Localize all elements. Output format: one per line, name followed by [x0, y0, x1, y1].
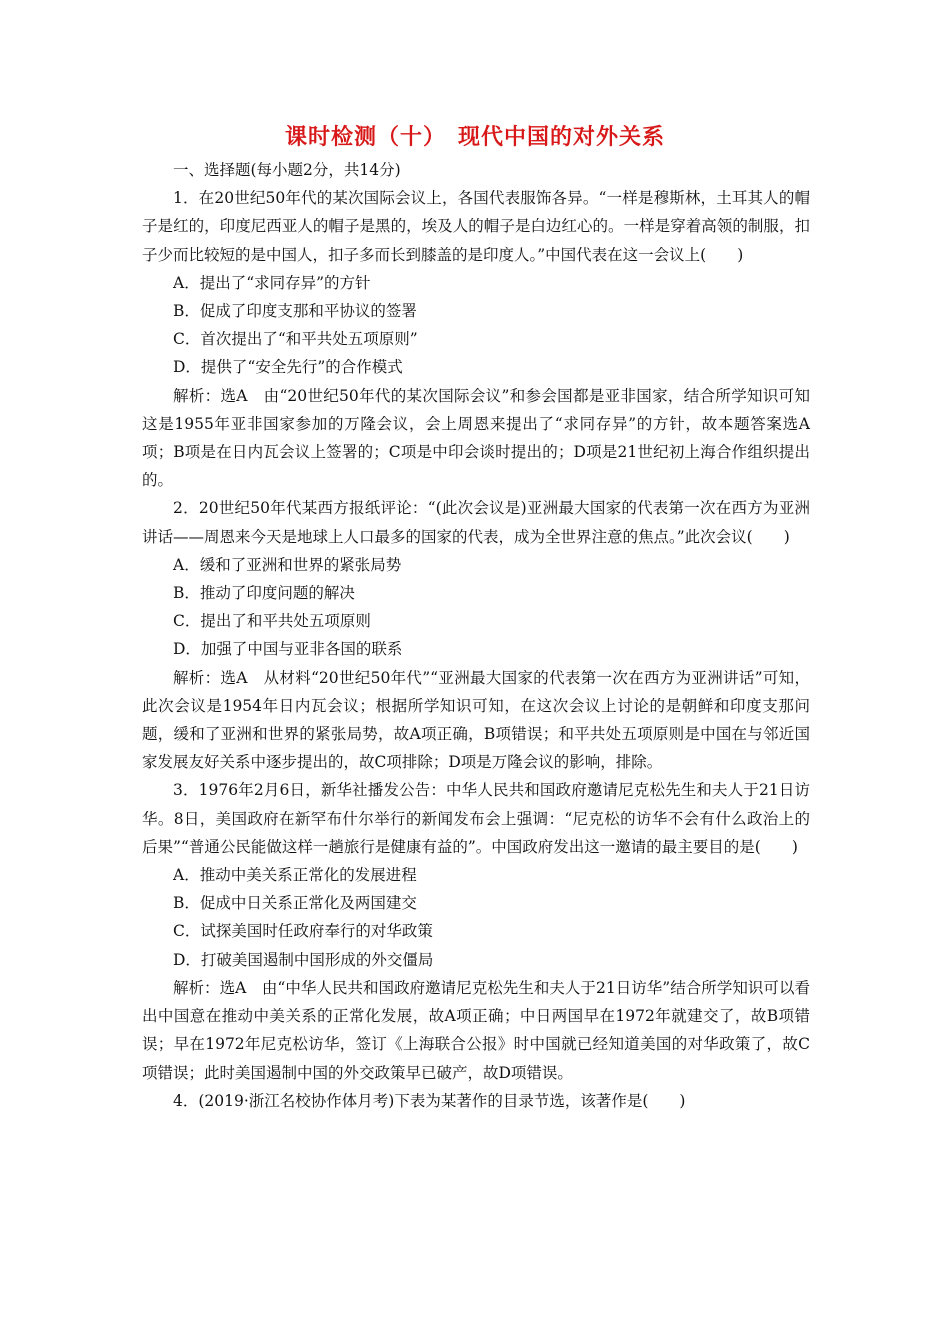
question-1-option-a: A．提出了“求同存异”的方针 [173, 273, 371, 292]
document-body [142, 156, 810, 1115]
page-title: 课时检测（十） 现代中国的对外关系 [284, 124, 665, 150]
question-1-analysis: 解析：选A 由“20世纪50年代的某次国际会议”和参会国都是亚非国家，结合所学知识可知这是1955年亚非国家参加的万隆会议，会上周恩来提出了“求同存异”的方针，故本题答案选A项；B项是在日内瓦会议上签署的；C项是中印会谈时提出的；D项是21世纪初上海合作组织提出的。 [142, 386, 810, 490]
question-3-option-b: B．促成中日关系正常化及两国建交 [173, 894, 417, 913]
question-2-option-a: A．缓和了亚洲和世界的紧张局势 [173, 555, 402, 574]
section-heading: 一、选择题(每小题2分，共14分) [173, 161, 401, 179]
question-3-option-d: D．打破美国遏制中国形成的外交僵局 [173, 950, 434, 969]
question-3-analysis: 解析：选A 由“中华人民共和国政府邀请尼克松先生和夫人于21日访华”结合所学知识可以看出中国意在推动中美关系的正常化发展，故A项正确；中日两国早在1972年就建交了，故B项错误；早在1972年尼克松访华，签订《上海联合公报》时中国就已经知道美国的对华政策了，故C项错误；此时美国遏制中国的外交政策早已破产，故D项错误。 [142, 978, 810, 1082]
question-2-option-d: D．加强了中国与亚非各国的联系 [173, 640, 403, 659]
question-1-option-c: C．首次提出了“和平共处五项原则” [173, 330, 418, 349]
question-4-stem: 4．(2019·浙江名校协作体月考)下表为某著作的目录节选，该著作是( ) [173, 1091, 686, 1110]
question-2-option-c: C．提出了和平共处五项原则 [173, 612, 371, 631]
question-2-option-b: B．推动了印度问题的解决 [173, 584, 355, 603]
question-2-stem: 2．20世纪50年代某西方报纸评论：“(此次会议是)亚洲最大国家的代表第一次在西方为亚洲讲话——周恩来今天是地球上人口最多的国家的代表，成为全世界注意的焦点。”此次会议( ) [142, 499, 810, 546]
question-3-stem: 3．1976年2月6日，新华社播发公告：中华人民共和国政府邀请尼克松先生和夫人于21日访华。8日，美国政府在新罕布什尔举行的新闻发布会上强调：“尼克松的访华不会有什么政治上的后果”“普通公民能做这样一趟旅行是健康有益的”。中国政府发出这一邀请的最主要目的是( ) [142, 781, 810, 856]
question-3-option-c: C．试探美国时任政府奉行的对华政策 [173, 922, 433, 941]
question-1-stem: 1．在20世纪50年代的某次国际会议上，各国代表服饰各异。“一样是穆斯林，土耳其人的帽子是红的，印度尼西亚人的帽子是黑的，埃及人的帽子是白边红心的。一样是穿着高领的制服，扣子少而比较短的是中国人，扣子多而长到膝盖的是印度人。”中国代表在这一会议上( ) [142, 189, 810, 264]
question-2-analysis: 解析：选A 从材料“20世纪50年代”“亚洲最大国家的代表第一次在西方为亚洲讲话”可知，此次会议是1954年日内瓦会议；根据所学知识可知，在这次会议上讨论的是朝鲜和印度支那问题，缓和了亚洲和世界的紧张局势，故A项正确，B项错误；和平共处五项原则是中国在与邻近国家发展友好关系中逐步提出的，故C项排除；D项是万隆会议的影响，排除。 [142, 668, 810, 772]
question-1-option-d: D．提供了“安全先行”的合作模式 [173, 358, 403, 377]
question-1-option-b: B．促成了印度支那和平协议的签署 [173, 302, 417, 321]
question-3-option-a: A．推动中美关系正常化的发展进程 [173, 866, 417, 885]
